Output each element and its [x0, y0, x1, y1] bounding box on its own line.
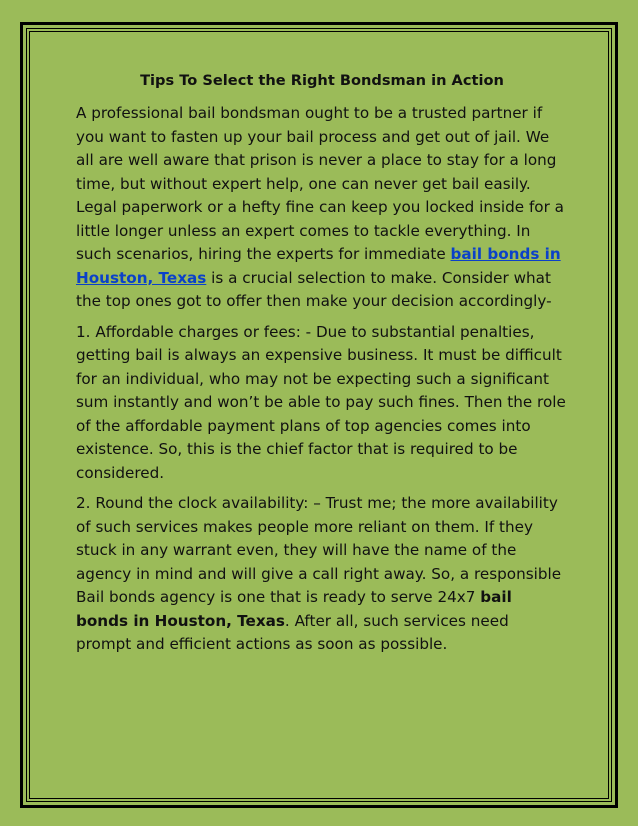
bail-bonds-houston-link[interactable]: bail bonds in Houston, Texas [76, 245, 561, 287]
point-2-paragraph [76, 492, 568, 657]
intro-text-before-link: A professional bail bondsman ought to be a trusted partner if you want to fasten up your bail process and get out of jail. We all are well aware that prison is never a place to stay for a long time, but without expert help, one can never get bail easily. Legal paperwork or a hefty fine can keep you locked inside for a little longer unless an expert comes to tackle everything. In such scenarios, hiring the experts for immediate [76, 104, 564, 263]
point-2-bold-keyword: bail bonds in Houston, Texas [76, 588, 512, 630]
document-body [76, 70, 568, 664]
point-2-text-before-bold: 2. Round the clock availability: – Trust me; the more availability of such services makes people more reliant on them. If they stuck in any warrant even, they will have the name of the agency in mind and will give a call right away. So, a responsible Bail bonds agency is one that is ready to serve 24x7 [76, 494, 562, 606]
point-1-paragraph: 1. Affordable charges or fees: - Due to substantial penalties, getting bail is always an expensive business. It must be difficult for an individual, who may not be expecting such a significant sum instantly and won’t be able to pay such fines. Then the role of the affordable payment plans of top agencies comes into existence. So, this is the chief factor that is required to be considered. [76, 322, 566, 482]
intro-text-after-link: is a crucial selection to make. Consider what the top ones got to offer then make your decision accordingly- [76, 268, 552, 310]
point-2-text-after-bold: . After all, such services need prompt and efficient actions as soon as possible. [76, 611, 509, 653]
intro-paragraph [76, 102, 568, 314]
document-title: Tips To Select the Right Bondsman in Action [140, 72, 504, 89]
